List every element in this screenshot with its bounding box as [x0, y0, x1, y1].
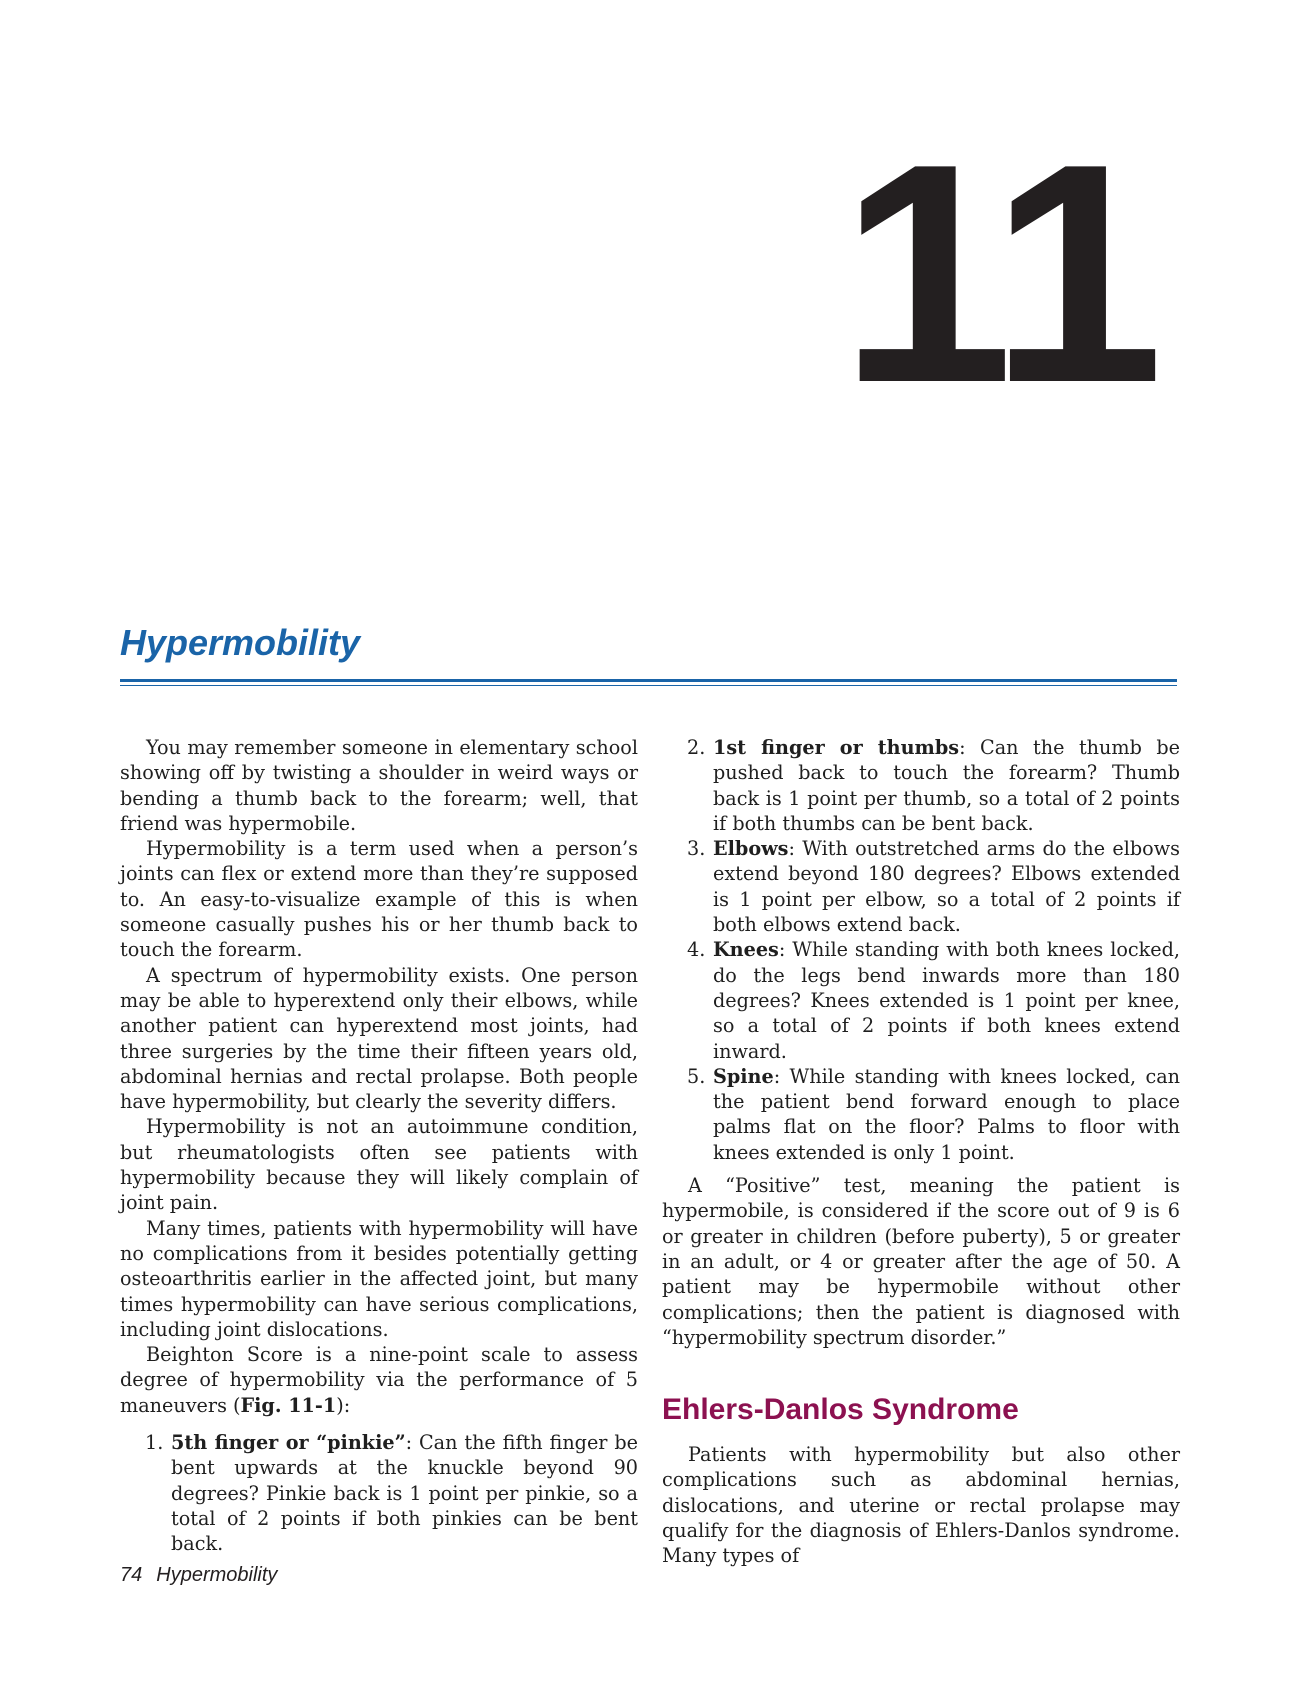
list-item — [120, 1430, 638, 1556]
list-item — [662, 836, 1180, 937]
positive-test-paragraph: A “Positive” test, meaning the patient is hypermobile, is considered if the score out of 9 is 6 or greater in children (before puberty), 5 or greater in an adult, or 4 or greater after the age of 50. A patient may be hypermobile without other complications; then the patient is diagnosed with “hypermobility spectrum disorder.” — [662, 1174, 1180, 1349]
eds-paragraph: Patients with hypermobility but also other complications such as abdominal hernias, dislocations, and uterine or rectal prolapse may qualify for the diagnosis of Ehlers-Danlos syndrome. Many types of — [662, 1443, 1180, 1568]
figure-reference: Fig. 11-1 — [240, 1393, 337, 1417]
chapter-title: Hypermobility — [120, 622, 361, 663]
maneuver-name: Elbows — [713, 837, 789, 861]
maneuver-text: : While standing with both knees locked, do the legs bend inwards more than 180 degrees? Knees extended is 1 point per knee, so a total of 2 points if both knees extend inward. — [713, 938, 1180, 1063]
page-number: 74 — [120, 1564, 143, 1586]
title-rule-thick — [120, 679, 1177, 682]
maneuver-name: Knees — [713, 938, 779, 962]
list-number: 2. — [687, 736, 706, 759]
list-number: 1. — [145, 1431, 164, 1455]
paragraph: A spectrum of hypermobility exists. One person may be able to hyperextend only their elbows, while another patient can hyperextend most joints, had three surgeries by the time their fifteen years old, abdominal hernias and rectal prolapse. Both people have hypermobility, but clearly the severity differs. — [120, 963, 638, 1114]
beighton-intro-text: Beighton Score is a nine-point scale to assess degree of hypermobility via the performance of 5 maneuvers ( — [120, 1343, 638, 1417]
maneuver-name: 1st finger or thumbs — [713, 736, 960, 759]
paragraph: Many times, patients with hypermobility will have no complications from it besides potentially getting osteoarthritis earlier in the affected joint, but many times hypermobility can have serious complications, including joint dislocations. — [120, 1216, 638, 1341]
page-footer — [120, 1564, 277, 1587]
title-rule-thin — [120, 685, 1177, 686]
paragraph: You may remember someone in elementary school showing off by twisting a shoulder in weird ways or bending a thumb back to the forearm; well, that friend was hypermobile. — [120, 736, 638, 835]
maneuver-name: 5th finger or “pinkie” — [171, 1431, 406, 1455]
paragraph: Hypermobility is a term used when a person’s joints can flex or extend more than they’re supposed to. An easy-to-visualize example of this is when someone casually pushes his or her thumb back to touch the forearm. — [120, 837, 638, 962]
list-number: 5. — [687, 1064, 706, 1088]
maneuver-name: Spine — [713, 1064, 774, 1088]
chapter-number: 11 — [840, 100, 1158, 448]
left-column — [120, 735, 638, 1557]
maneuver-list — [120, 1430, 638, 1556]
list-number: 4. — [687, 938, 706, 962]
running-title: Hypermobility — [156, 1564, 278, 1586]
beighton-intro — [120, 1342, 638, 1418]
maneuver-list-continued — [662, 735, 1180, 1165]
maneuver-text: : While standing with knees locked, can the patient bend forward enough to place palms flat on the floor? Palms to floor with knees extended is only 1 point. — [713, 1064, 1180, 1164]
maneuver-text: : Can the thumb be pushed back to touch the forearm? Thumb back is 1 point per thumb, so a total of 2 points if both thumbs can be bent back. — [713, 736, 1180, 835]
list-number: 3. — [687, 837, 706, 861]
list-item — [662, 1064, 1180, 1165]
maneuver-text: : Can the fifth finger be bent upwards at the knuckle beyond 90 degrees? Pinkie back is 1 point per pinkie, so a total of 2 points if both pinkies can be bent back. — [171, 1431, 639, 1556]
beighton-intro-end: ): — [336, 1393, 351, 1417]
maneuver-text: : With outstretched arms do the elbows extend beyond 180 degrees? Elbows extended is 1 point per elbow, so a total of 2 points if both elbows extend back. — [713, 837, 1180, 937]
list-item — [662, 735, 1180, 836]
section-heading: Ehlers-Danlos Syndrome — [662, 1393, 1019, 1427]
paragraph: Hypermobility is not an autoimmune condition, but rheumatologists often see patients with hypermobility because they will likely complain of joint pain. — [120, 1115, 638, 1215]
list-item — [662, 937, 1180, 1063]
right-column — [662, 735, 1180, 1569]
